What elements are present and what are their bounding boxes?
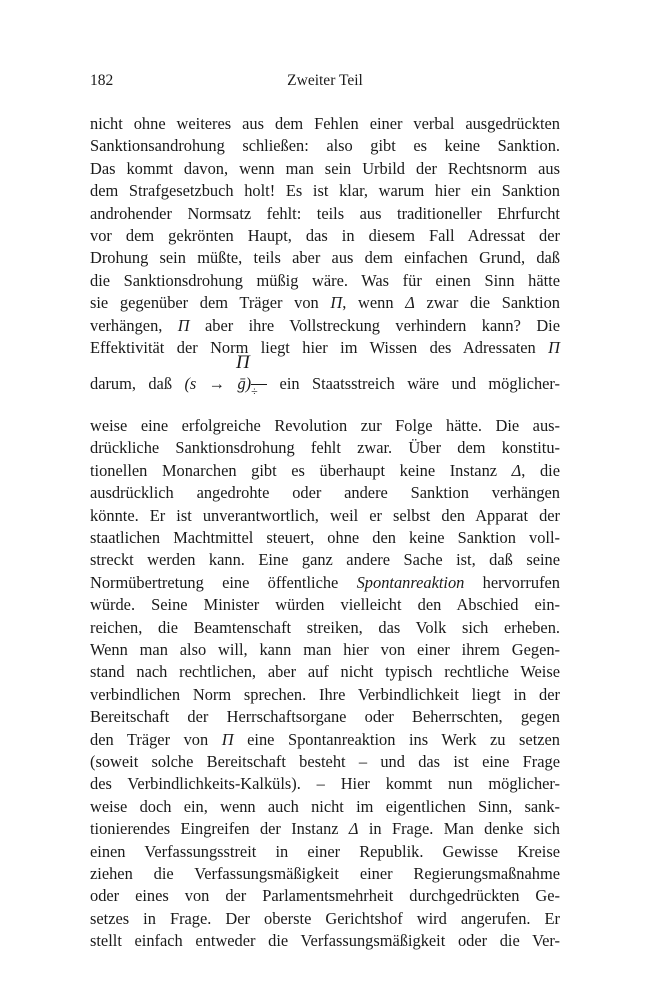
- text-line: weise eine erfolgreiche Revolution zur Folge hätte. Die aus-: [90, 416, 560, 435]
- text-line: Drohung sein müßte, teils aber aus dem einfachen Grund, daß: [90, 248, 560, 268]
- text-line: drückliche Sanktionsdrohung fehlt zwar. Über dem konstitu-: [90, 438, 560, 458]
- text-line: Wenn man also will, kann man hier von einer ihrem Gegen-: [90, 640, 560, 659]
- text-line: reichen, die Beamtenschaft streiken, das Volk sich erheben.: [90, 617, 560, 637]
- running-head: Zweiter Teil: [287, 72, 363, 89]
- text-line: des Verbindlichkeits-Kalküls). – Hier kommt nun möglicher-: [90, 774, 560, 794]
- text-line: verhängen, Π aber ihre Vollstreckung verhindern kann? Die: [90, 315, 560, 335]
- page-header: [90, 72, 560, 96]
- text-line: dem Strafgesetzbuch holt! Es ist klar, warum hier ein Sanktion: [90, 181, 560, 201]
- text-line: stand nach rechtlichen, aber auf nicht typisch rechtliche Weise: [90, 662, 560, 682]
- text-line: würde. Seine Minister würden vielleicht den Abschied ein-: [90, 595, 560, 615]
- fraction-bar: [251, 372, 267, 396]
- text-line: setzes in Frage. Der oberste Gerichtshof wird angerufen. Er: [90, 908, 560, 928]
- text-line: Sanktionsandrohung schließen: also gibt es keine Sanktion.: [90, 136, 560, 156]
- text-line: tionierendes Eingreifen der Instanz Δ in Frage. Man denke sich: [90, 819, 560, 839]
- text-line: staatlichen Machtmittel steuert, ohne den keine Sanktion voll-: [90, 528, 560, 547]
- formula-superscript: Π: [236, 352, 250, 373]
- text-line: vor dem gekrönten Haupt, das in diesem Fall Adressat der: [90, 226, 560, 245]
- text-line: den Träger von Π eine Spontanreaktion ins Werk zu setzen: [90, 729, 560, 749]
- formula-prefix: darum, daß: [90, 374, 173, 393]
- text-line: Das kommt davon, wenn man sein Urbild der Rechtsnorm aus: [90, 158, 560, 178]
- text-line: androhender Normsatz fehlt: teils aus traditioneller Ehrfurcht: [90, 203, 560, 223]
- text-line: stellt einfach entweder die Verfassungsmäßigkeit oder die Ver-: [90, 931, 560, 951]
- text-line: verbindlichen Norm sprechen. Ihre Verbindlichkeit liegt in der: [90, 684, 560, 704]
- fraction-below: ÷: [251, 384, 258, 398]
- text-line: tionellen Monarchen gibt es überhaupt keine Instanz Δ, die: [90, 460, 560, 480]
- formula-expression: (s → ḡ): [184, 374, 252, 393]
- text-line: weise doch ein, wenn auch nicht im eigentlichen Sinn, sank-: [90, 796, 560, 816]
- text-line: nicht ohne weiteres aus dem Fehlen einer verbal ausgedrückten: [90, 114, 560, 133]
- text-line: (soweit solche Bereitschaft besteht – und das ist eine Frage: [90, 752, 560, 771]
- page-number: 182: [90, 72, 114, 89]
- text-line: Bereitschaft der Herrschaftsorgane oder Beherrschten, gegen: [90, 707, 560, 727]
- text-line: streckt werden kann. Eine ganz andere Sache ist, daß seine: [90, 550, 560, 570]
- formula-text-line: [90, 372, 560, 396]
- formula-line: [90, 350, 560, 412]
- text-line: sie gegenüber dem Träger von Π, wenn Δ zwar die Sanktion: [90, 293, 561, 313]
- text-line: die Sanktionsdrohung müßig wäre. Was für einen Sinn hätte: [90, 270, 560, 290]
- text-line: könnte. Er ist unverantwortlich, weil er selbst den Apparat der: [90, 505, 560, 525]
- text-line: Effektivität der Norm liegt hier im Wissen des Adressaten Π: [90, 338, 560, 357]
- text-line: einen Verfassungsstreit in einer Republik. Gewisse Kreise: [90, 841, 560, 861]
- formula-suffix: ein Staatsstreich wäre und möglicher-: [279, 374, 561, 393]
- text-line: oder eines von der Parlamentsmehrheit durchgedrückten Ge-: [90, 886, 560, 906]
- text-line: ziehen die Verfassungsmäßigkeit einer Regierungsmaßnahme: [90, 864, 560, 883]
- text-line: ausdrücklich angedrohte oder andere Sanktion verhängen: [90, 483, 560, 503]
- text-line: Normübertretung eine öffentliche Spontanreaktion hervorrufen: [90, 572, 560, 592]
